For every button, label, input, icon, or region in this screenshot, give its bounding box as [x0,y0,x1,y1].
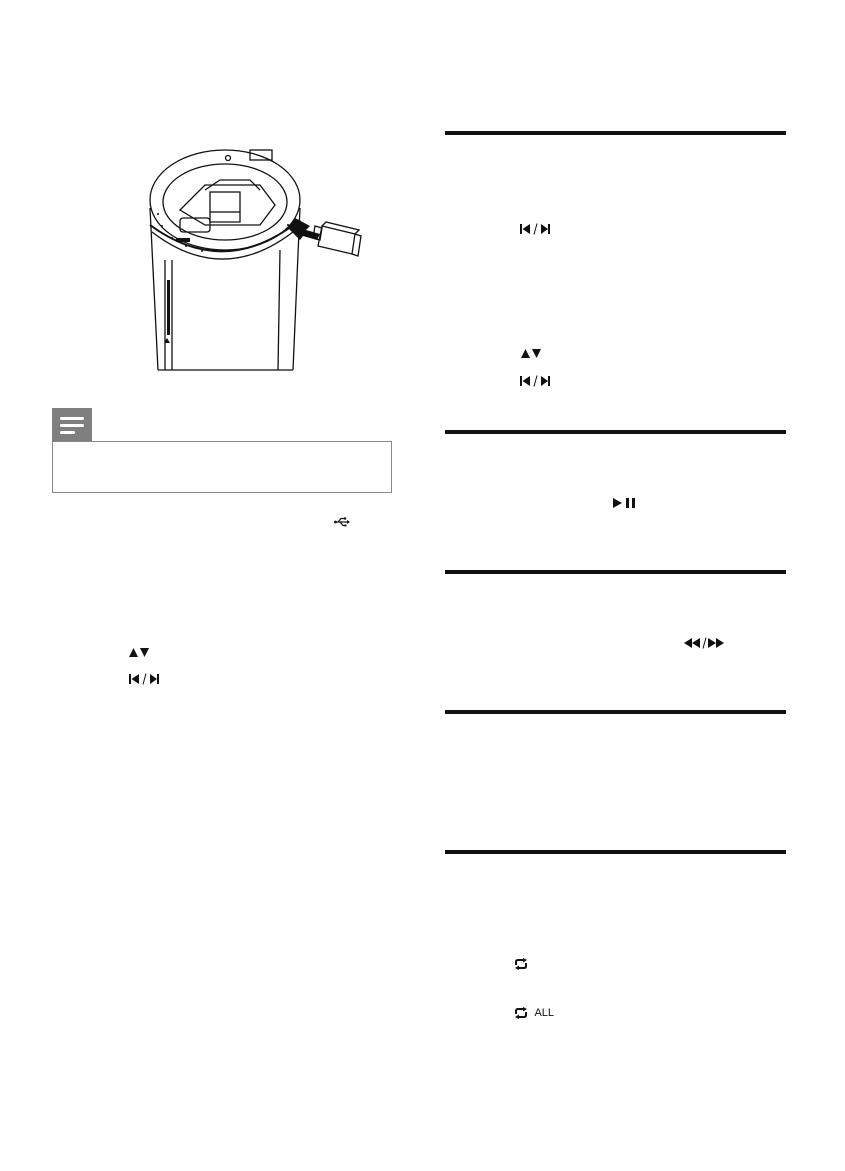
prev-next-icon [520,375,550,387]
note-box [52,441,392,493]
play-pause-icon [612,497,636,509]
repeat-icon [513,958,529,970]
section-rule [445,710,786,714]
repeat-all-label: ALL [534,1006,555,1019]
prev-next-icon [520,223,550,235]
section-rule [445,570,786,574]
rewind-forward-icon [682,637,726,649]
section-rule [445,131,786,135]
up-down-icon [128,647,150,658]
section-rule [445,850,786,854]
prev-next-icon [129,673,159,685]
up-down-icon [520,348,542,359]
section-rule [445,430,786,434]
repeat-all-icon [513,1004,554,1022]
usb-icon [334,517,350,527]
note-icon [52,408,92,442]
device-illustration [110,130,410,375]
